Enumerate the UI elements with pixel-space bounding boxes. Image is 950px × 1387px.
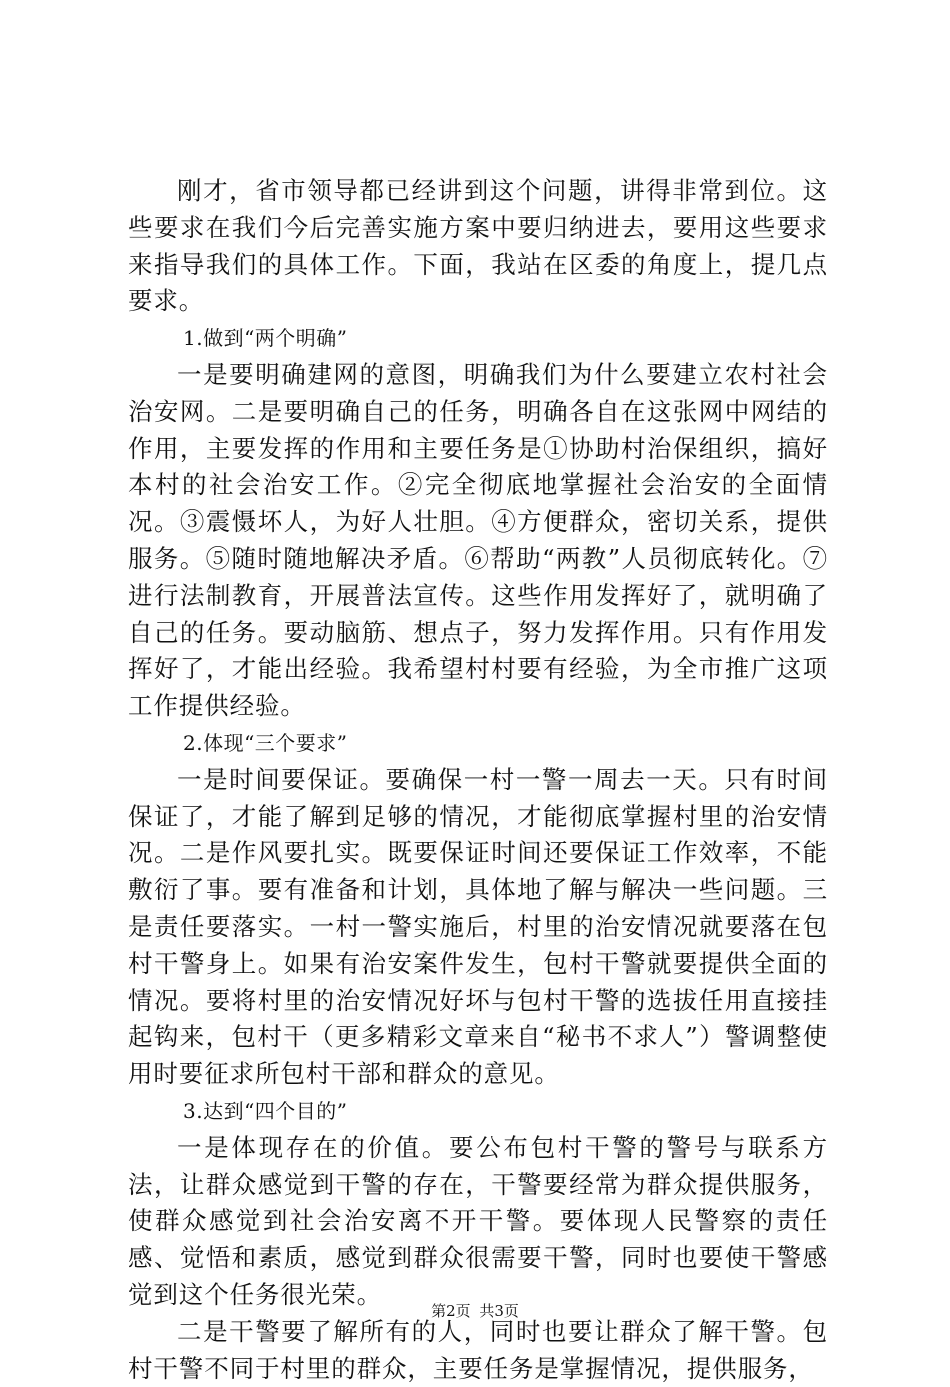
section-heading-3: 3.达到“四个目的” bbox=[183, 1098, 348, 1123]
total-pages: 共3页 bbox=[479, 1302, 519, 1320]
section-2-paragraph: 一是时间要保证。要确保一村一警一周去一天。只有时间保证了，才能了解到足够的情况，才能彻底掌握村里的治安情况。二是作风要扎实。既要保证时间还要保证工作效率，不能敷衍了事。要有准备和计划，具体地了解与解决一些问题。三是责任要落实。一村一警实施后，村里的治安情况就要落在包村干警身上。如果有治安案件发生，包村干警就要提供全面的情况。要将村里的治安情况好坏与包村干警的选拔任用直接挂起钩来，包村干（更多精彩文章来自“秘书不求人”）警调整使用时要征求所包村干部和群众的意见。 bbox=[128, 764, 828, 1089]
document-body bbox=[128, 173, 828, 1387]
section-heading-1: 1.做到“两个明确” bbox=[183, 326, 348, 351]
page-number: 第2页 bbox=[431, 1302, 471, 1320]
section-3-paragraph-2: 二是干警要了解所有的人，同时也要让群众了解干警。包村干警不同于村里的群众，主要任务是掌握情况，提供服务， bbox=[128, 1316, 828, 1383]
section-3-paragraph-1: 一是体现存在的价值。要公布包村干警的警号与联系方法，让群众感觉到干警的存在，干警要经常为群众提供服务，使群众感觉到社会治安离不开干警。要体现人民警察的责任感、觉悟和素质，感觉到群众很需要干警，同时也要使干警感觉到这个任务很光荣。 bbox=[128, 1132, 828, 1309]
intro-paragraph: 刚才，省市领导都已经讲到这个问题，讲得非常到位。这些要求在我们今后完善实施方案中要归纳进去，要用这些要求来指导我们的具体工作。下面，我站在区委的角度上，提几点要求。 bbox=[128, 176, 828, 316]
section-heading-2: 2.体现“三个要求” bbox=[183, 730, 348, 755]
section-1-paragraph: 一是要明确建网的意图，明确我们为什么要建立农村社会治安网。二是要明确自己的任务，明确各自在这张网中网结的作用，主要发挥的作用和主要任务是①协助村治保组织，搞好本村的社会治安工作。②完全彻底地掌握社会治安的全面情况。③震慑坏人，为好人壮胆。④方便群众，密切关系，提供服务。⑤随时随地解决矛盾。⑥帮助“两教”人员彻底转化。⑦进行法制教育，开展普法宣传。这些作用发挥好了，就明确了自己的任务。要动脑筋、想点子，努力发挥作用。只有作用发挥好了，才能出经验。我希望村村要有经验，为全市推广这项工作提供经验。 bbox=[128, 359, 828, 721]
page-footer bbox=[0, 1300, 950, 1321]
